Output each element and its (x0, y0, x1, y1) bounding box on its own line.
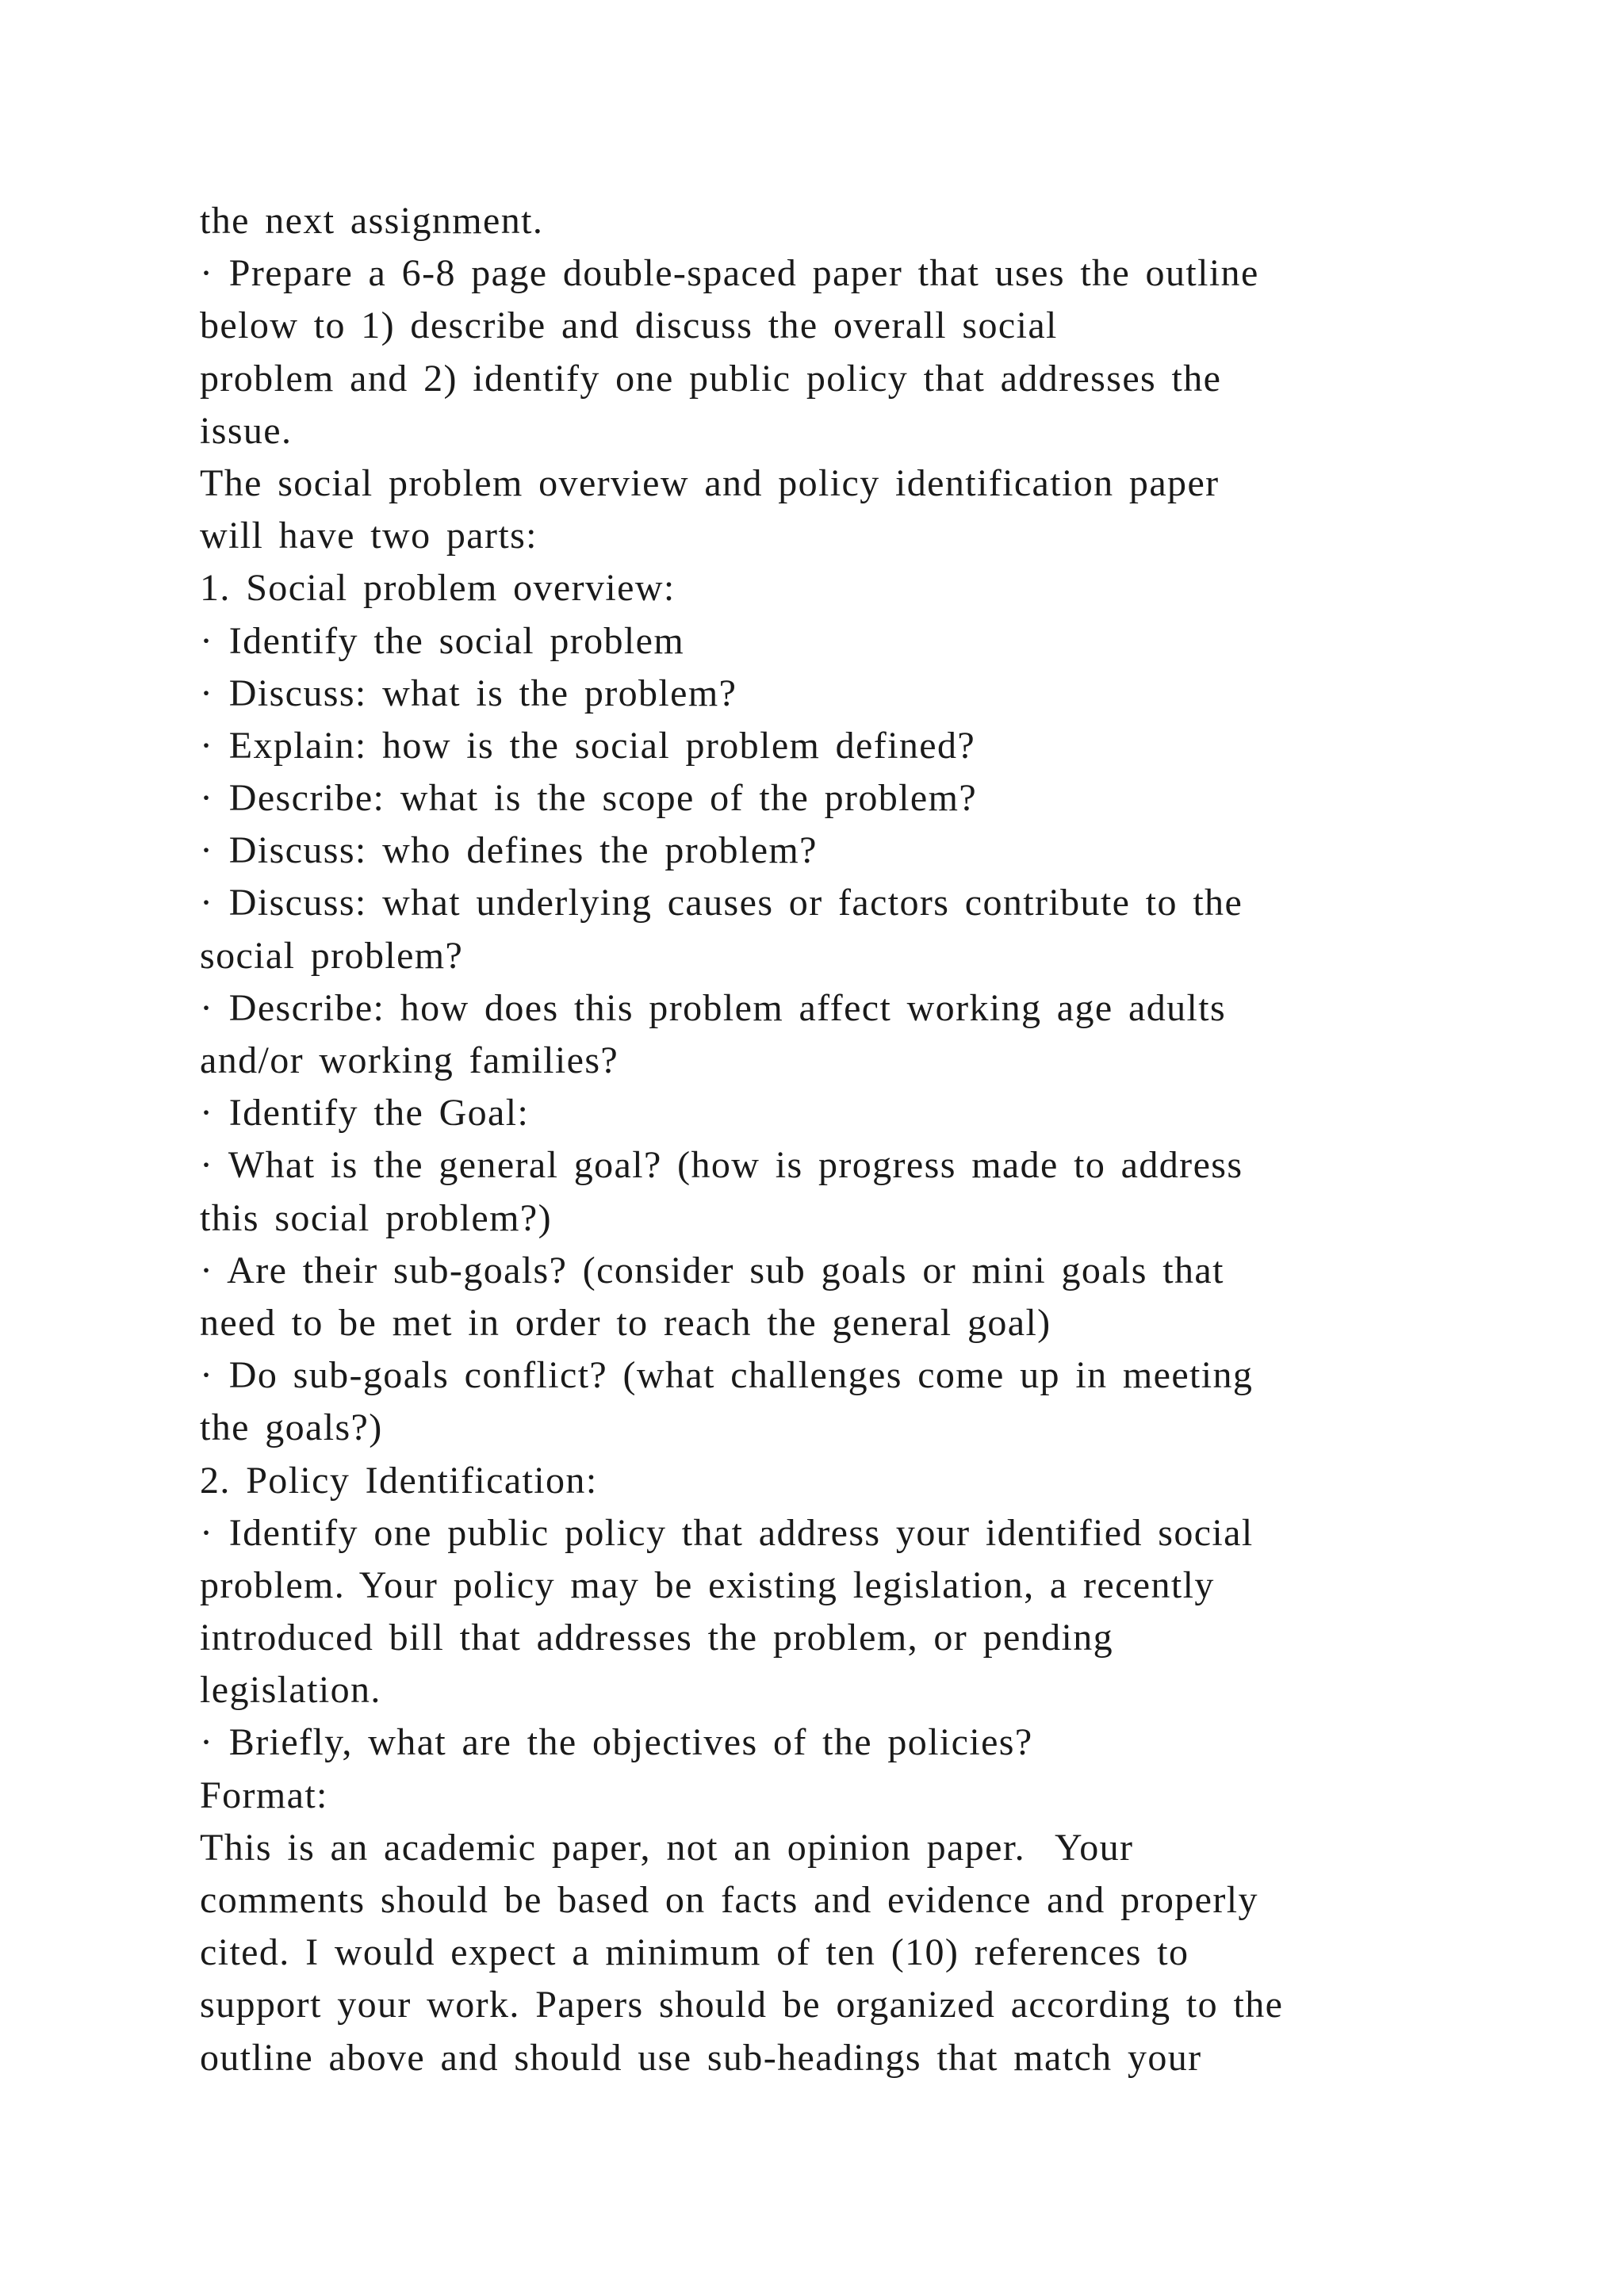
text-line: comments should be based on facts and evidence and properly (200, 1879, 1258, 1921)
text-line: problem and 2) identify one public policy that addresses the (200, 357, 1222, 400)
text-line: · Discuss: what is the problem? (200, 672, 737, 714)
section-heading-format: Format: (200, 1774, 328, 1816)
text-line: this social problem?) (200, 1196, 552, 1239)
text-line: · Explain: how is the social problem defined? (200, 724, 976, 767)
text-line: problem. Your policy may be existing legislation, a recently (200, 1563, 1215, 1606)
text-line: · Describe: what is the scope of the problem? (200, 777, 978, 820)
text-line: · Identify the Goal: (200, 1092, 530, 1135)
text-line: The social problem overview and policy identification paper (200, 461, 1220, 504)
text-line: · Are their sub-goals? (consider sub goals or mini goals that (200, 1249, 1224, 1292)
text-line: legislation. (200, 1669, 381, 1712)
text-line: · Describe: how does this problem affect working age adults (200, 986, 1227, 1029)
section-heading-social-problem: 1. Social problem overview: (200, 567, 676, 610)
section-heading-policy-identification: 2. Policy Identification: (200, 1459, 598, 1502)
text-line: below to 1) describe and discuss the overall social (200, 304, 1058, 347)
text-line: support your work. Papers should be organized according to the (200, 1984, 1284, 2026)
text-line: need to be met in order to reach the general goal) (200, 1301, 1051, 1344)
text-line: · Identify one public policy that address your identified social (200, 1511, 1254, 1554)
text-line: · Discuss: what underlying causes or factors contribute to the (200, 882, 1243, 924)
text-line: the next assignment. (200, 200, 544, 242)
text-line: the goals?) (200, 1406, 383, 1449)
text-line: · Discuss: who defines the problem? (200, 829, 818, 872)
text-line: · Briefly, what are the objectives of the policies? (200, 1721, 1033, 1764)
text-line: · Identify the social problem (200, 619, 685, 662)
text-line: · What is the general goal? (how is progress made to address (200, 1144, 1243, 1187)
text-line: and/or working families? (200, 1039, 619, 1081)
text-line: outline above and should use sub-headings that match your (200, 2036, 1202, 2079)
text-line: introduced bill that addresses the problem, or pending (200, 1617, 1114, 1659)
text-line: This is an academic paper, not an opinion paper. Your (200, 1826, 1134, 1869)
document-body (200, 195, 1500, 2084)
text-line: will have two parts: (200, 515, 538, 557)
text-line: cited. I would expect a minimum of ten (10) references to (200, 1931, 1189, 1974)
text-line: · Prepare a 6-8 page double-spaced paper that uses the outline (200, 252, 1259, 295)
text-line: social problem? (200, 934, 464, 977)
text-line: issue. (200, 409, 293, 452)
text-line: · Do sub-goals conflict? (what challenges come up in meeting (200, 1354, 1254, 1397)
